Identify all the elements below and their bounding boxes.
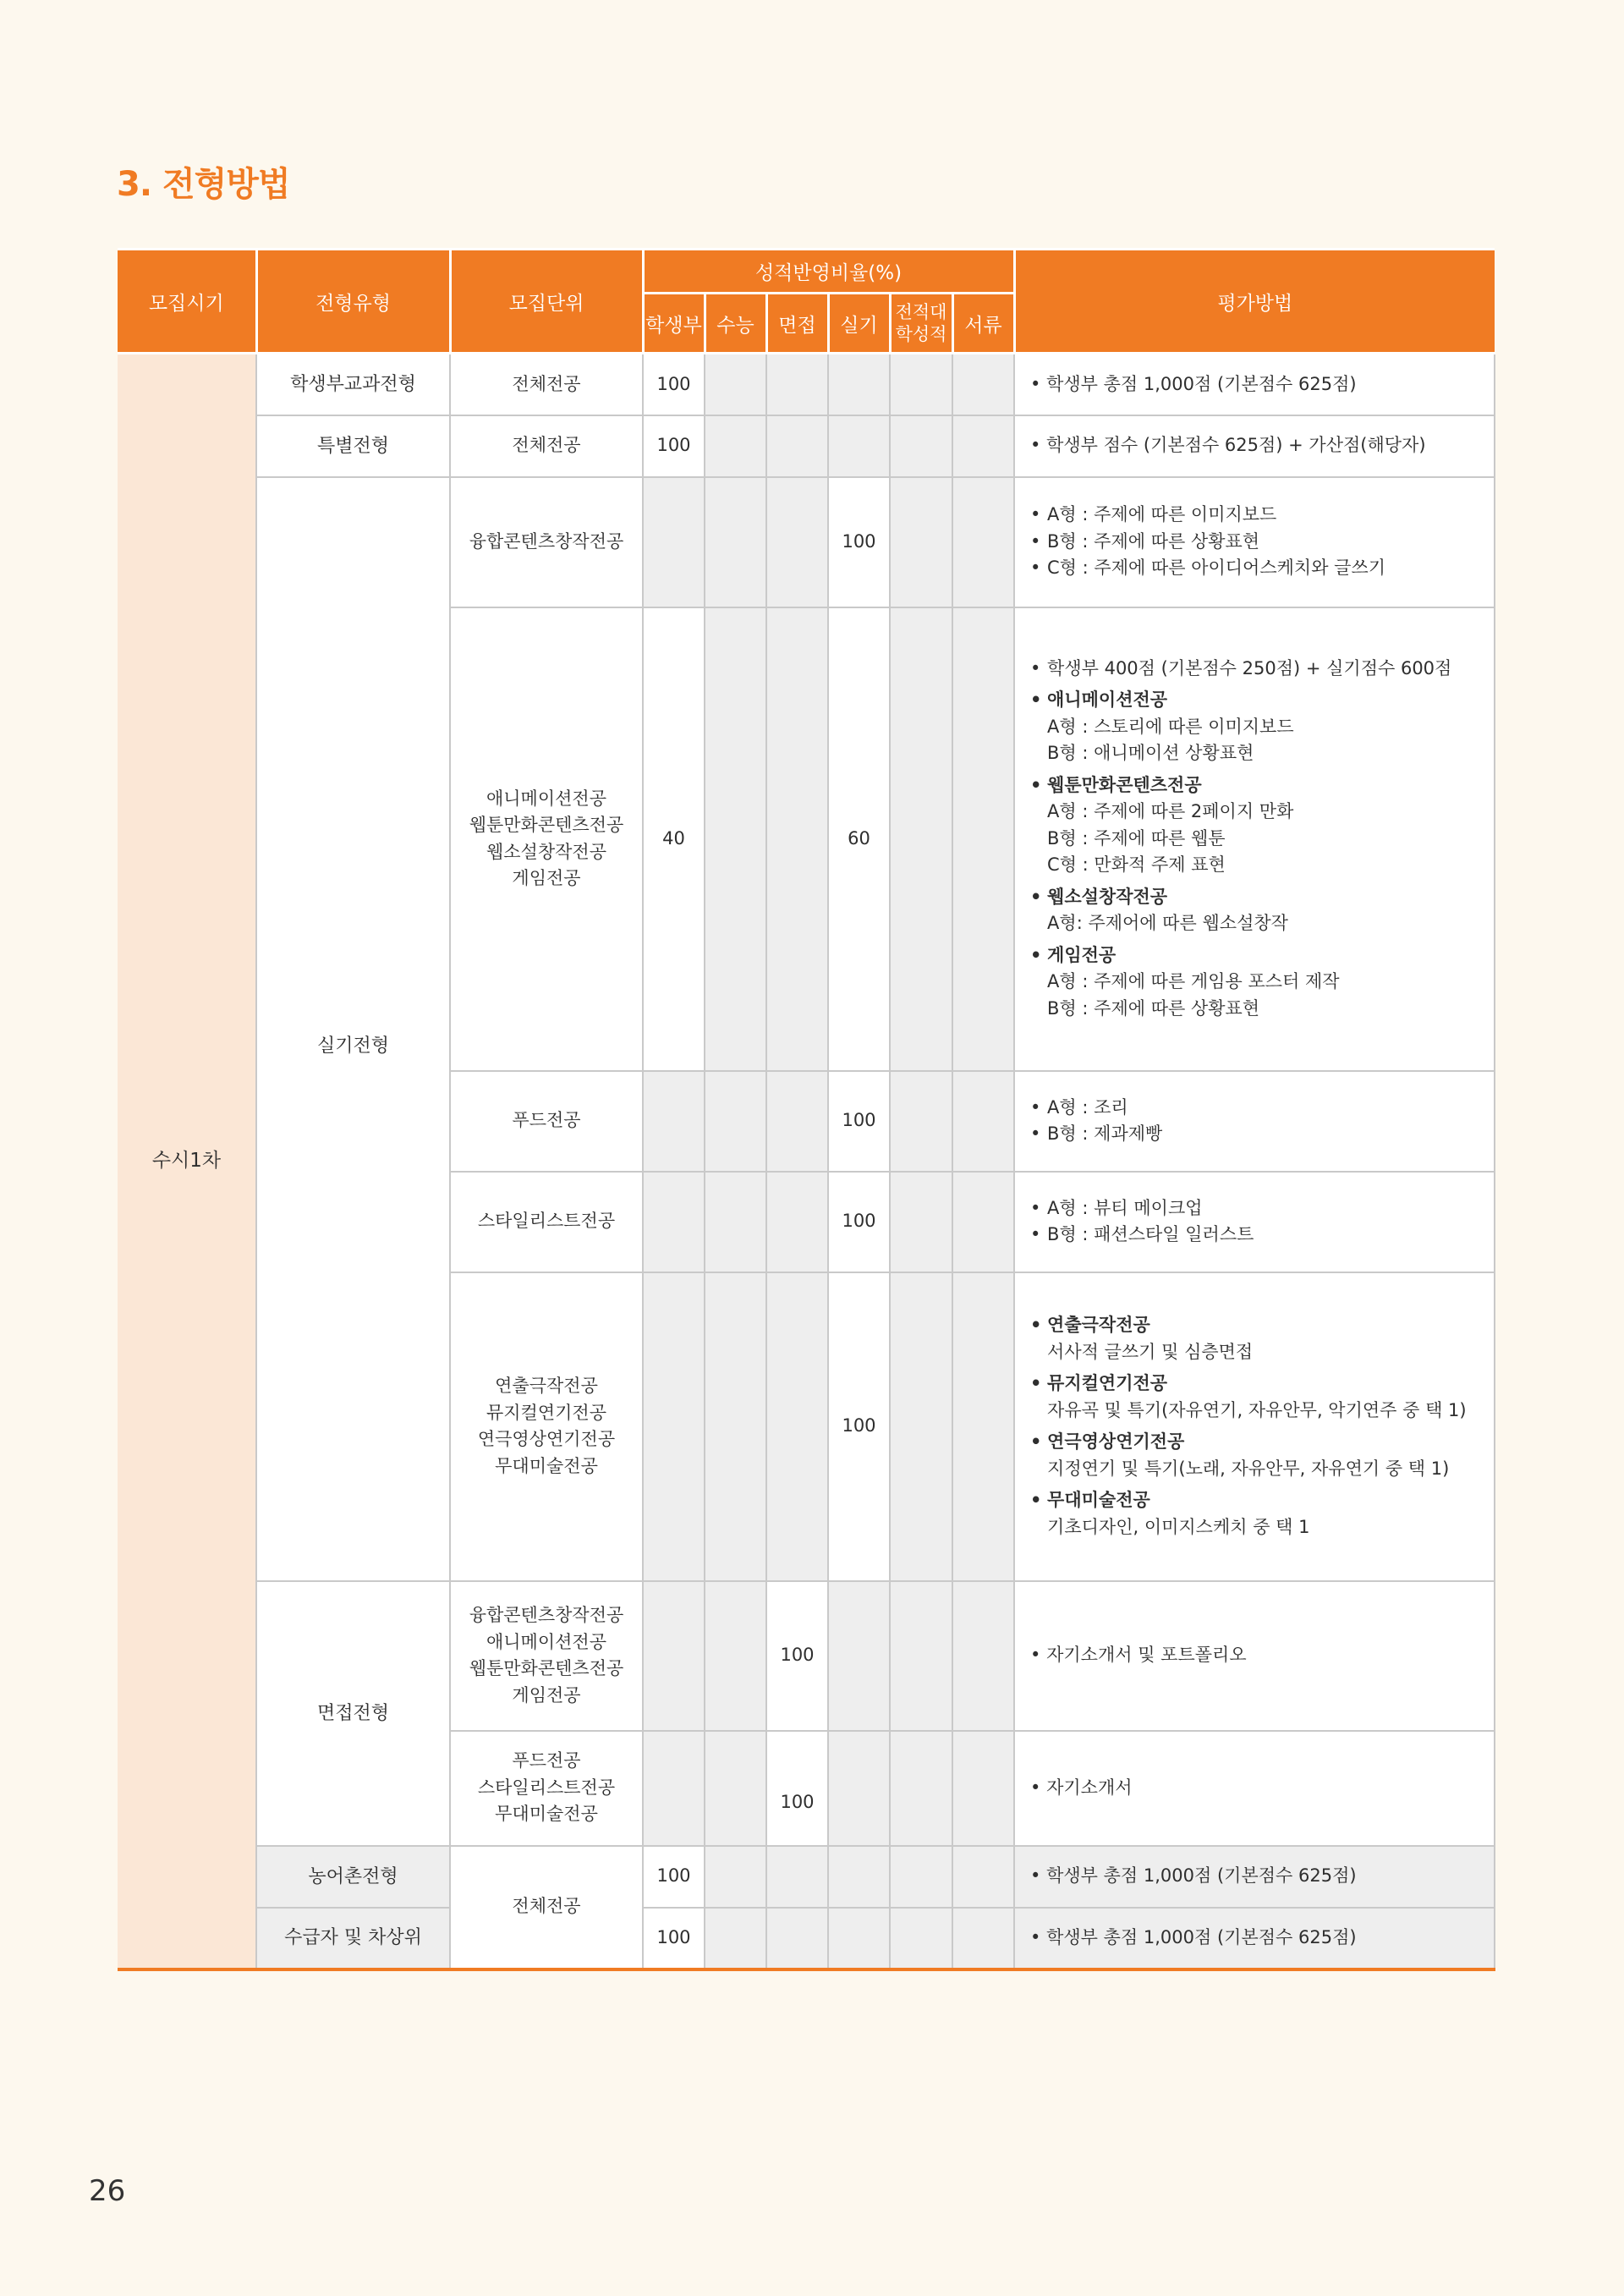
ratio-interview [766, 1908, 828, 1969]
ratio-documents [952, 354, 1014, 415]
unit-line: 뮤지컬연기전공 [486, 1402, 606, 1423]
header-csat: 수능 [705, 294, 766, 354]
ratio-csat [705, 1731, 766, 1846]
ratio-practical [828, 354, 890, 415]
ratio-record [643, 477, 705, 607]
ratio-documents [952, 1908, 1014, 1969]
ratio-csat [705, 1581, 766, 1731]
unit-line: 무대미술전공 [495, 1804, 598, 1825]
method-line: • B형 : 주제에 따른 상황표현 [1030, 529, 1482, 556]
ratio-prev-school [890, 1172, 952, 1272]
ratio-record: 100 [643, 1908, 705, 1969]
unit-cell: 푸드전공 [450, 1071, 643, 1172]
method-line: • C형 : 주제에 따른 아이디어스케치와 글쓰기 [1030, 555, 1482, 582]
unit-line: 무대미술전공 [495, 1455, 598, 1476]
ratio-csat [705, 354, 766, 415]
method-line: A형 : 주제에 따른 2페이지 만화 [1047, 801, 1294, 822]
unit-cell [450, 1581, 643, 1731]
unit-line: 스타일리스트전공 [477, 1777, 616, 1798]
method-line: A형 : 스토리에 따른 이미지보드 [1047, 716, 1294, 737]
method-group-title: • 애니메이션전공 [1030, 687, 1482, 714]
method-cell [1014, 1071, 1495, 1172]
method-line: C형 : 만화적 주제 표현 [1047, 854, 1226, 876]
method-cell: • 학생부 점수 (기본점수 625점) + 가산점(해당자) [1014, 415, 1495, 477]
unit-line: 연출극작전공 [495, 1376, 598, 1396]
page-number: 26 [89, 2174, 126, 2208]
method-group-title: • 연출극작전공 [1030, 1312, 1482, 1339]
ratio-practical: 100 [828, 1071, 890, 1172]
ratio-practical [828, 415, 890, 477]
ratio-prev-school [890, 1731, 952, 1846]
method-cell [1014, 607, 1495, 1071]
type-cell: 농어촌전형 [256, 1846, 450, 1908]
ratio-practical [828, 1581, 890, 1731]
method-line: • B형 : 패션스타일 일러스트 [1030, 1222, 1482, 1249]
ratio-practical: 60 [828, 607, 890, 1071]
ratio-csat [705, 1846, 766, 1908]
ratio-csat [705, 1908, 766, 1969]
ratio-record [643, 1071, 705, 1172]
header-ratio: 성적반영비율(%) [643, 250, 1014, 294]
method-line: B형 : 애니메이션 상황표현 [1047, 743, 1254, 764]
method-line: • B형 : 제과제빵 [1030, 1121, 1482, 1148]
unit-cell: 전체전공 [450, 415, 643, 477]
ratio-practical: 100 [828, 477, 890, 607]
ratio-documents [952, 607, 1014, 1071]
method-line: B형 : 주제에 따른 상황표현 [1047, 997, 1260, 1019]
method-line: 지정연기 및 특기(노래, 자유안무, 자유연기 중 택 1) [1047, 1458, 1450, 1479]
unit-line: 연극영상연기전공 [477, 1429, 616, 1449]
ratio-interview: 100 [766, 1731, 828, 1846]
header-method: 평가방법 [1014, 250, 1495, 354]
ratio-interview [766, 354, 828, 415]
ratio-interview [766, 1846, 828, 1908]
ratio-prev-school [890, 354, 952, 415]
ratio-prev-school [890, 1581, 952, 1731]
unit-cell: 스타일리스트전공 [450, 1172, 643, 1272]
method-group-title: • 웹툰만화콘텐츠전공 [1030, 772, 1482, 799]
ratio-interview [766, 1172, 828, 1272]
header-record: 학생부 [643, 294, 705, 354]
ratio-prev-school [890, 1071, 952, 1172]
ratio-csat [705, 415, 766, 477]
ratio-prev-school [890, 415, 952, 477]
header-period: 모집시기 [118, 250, 256, 354]
type-cell: 면접전형 [256, 1581, 450, 1846]
method-group-title: • 연극영상연기전공 [1030, 1429, 1482, 1456]
ratio-prev-school [890, 1272, 952, 1581]
method-line: A형: 주제어에 따른 웹소설창작 [1047, 913, 1288, 934]
method-cell [1014, 477, 1495, 607]
admission-method-table [118, 248, 1495, 1971]
header-type: 전형유형 [256, 250, 450, 354]
method-cell: • 학생부 총점 1,000점 (기본점수 625점) [1014, 354, 1495, 415]
unit-cell [450, 607, 643, 1071]
ratio-documents [952, 1846, 1014, 1908]
unit-line: 융합콘텐츠창작전공 [469, 1605, 624, 1625]
method-cell: • 학생부 총점 1,000점 (기본점수 625점) [1014, 1908, 1495, 1969]
header-prev-school: 전적대 학성적 [890, 294, 952, 354]
ratio-record [643, 1172, 705, 1272]
method-group-title: • 뮤지컬연기전공 [1030, 1370, 1482, 1398]
ratio-prev-school [890, 1846, 952, 1908]
ratio-practical [828, 1846, 890, 1908]
ratio-documents [952, 1172, 1014, 1272]
method-group-title: • 무대미술전공 [1030, 1487, 1482, 1514]
ratio-record: 40 [643, 607, 705, 1071]
type-cell: 수급자 및 차상위 [256, 1908, 450, 1969]
ratio-prev-school [890, 477, 952, 607]
method-line: • 학생부 400점 (기본점수 250점) + 실기점수 600점 [1030, 656, 1482, 683]
ratio-prev-school [890, 607, 952, 1071]
ratio-interview [766, 607, 828, 1071]
section-title: 3. 전형방법 [117, 165, 290, 204]
method-group-title: • 웹소설창작전공 [1030, 884, 1482, 911]
method-cell: • 자기소개서 [1014, 1731, 1495, 1846]
ratio-documents [952, 1731, 1014, 1846]
ratio-record [643, 1272, 705, 1581]
ratio-csat [705, 607, 766, 1071]
method-line: 자유곡 및 특기(자유연기, 자유안무, 악기연주 중 택 1) [1047, 1399, 1467, 1420]
ratio-record [643, 1731, 705, 1846]
method-line: 서사적 글쓰기 및 심층면접 [1047, 1341, 1254, 1362]
method-cell: • 학생부 총점 1,000점 (기본점수 625점) [1014, 1846, 1495, 1908]
unit-line: 애니메이션전공 [486, 1631, 606, 1652]
method-line: 기초디자인, 이미지스케치 중 택 1 [1047, 1516, 1310, 1537]
ratio-prev-school [890, 1908, 952, 1969]
header-unit: 모집단위 [450, 250, 643, 354]
ratio-interview [766, 477, 828, 607]
ratio-interview: 100 [766, 1581, 828, 1731]
type-cell: 학생부교과전형 [256, 354, 450, 415]
header-practical: 실기 [828, 294, 890, 354]
method-cell: • 자기소개서 및 포트폴리오 [1014, 1581, 1495, 1731]
unit-cell [450, 1272, 643, 1581]
ratio-documents [952, 477, 1014, 607]
ratio-documents [952, 415, 1014, 477]
period-cell: 수시1차 [118, 354, 256, 1969]
ratio-interview [766, 1272, 828, 1581]
ratio-record: 100 [643, 354, 705, 415]
ratio-practical [828, 1908, 890, 1969]
unit-line: 웹툰만화콘텐츠전공 [469, 815, 624, 835]
unit-line: 웹툰만화콘텐츠전공 [469, 1658, 624, 1678]
unit-line: 게임전공 [512, 868, 581, 888]
unit-cell [450, 1731, 643, 1846]
ratio-documents [952, 1071, 1014, 1172]
ratio-practical: 100 [828, 1272, 890, 1581]
unit-line: 게임전공 [512, 1684, 581, 1706]
ratio-csat [705, 1172, 766, 1272]
ratio-csat [705, 1272, 766, 1581]
ratio-record: 100 [643, 415, 705, 477]
ratio-documents [952, 1272, 1014, 1581]
method-cell [1014, 1272, 1495, 1581]
ratio-practical: 100 [828, 1172, 890, 1272]
unit-cell: 전체전공 [450, 1846, 643, 1969]
unit-line: 푸드전공 [512, 1750, 581, 1771]
unit-cell: 전체전공 [450, 354, 643, 415]
header-documents: 서류 [952, 294, 1014, 354]
method-line: B형 : 주제에 따른 웹툰 [1047, 827, 1226, 849]
ratio-interview [766, 1071, 828, 1172]
method-group-title: • 게임전공 [1030, 942, 1482, 969]
method-cell [1014, 1172, 1495, 1272]
type-cell: 실기전형 [256, 477, 450, 1581]
unit-line: 웹소설창작전공 [486, 841, 606, 862]
ratio-csat [705, 1071, 766, 1172]
unit-line: 애니메이션전공 [486, 788, 606, 809]
unit-cell: 융합콘텐츠창작전공 [450, 477, 643, 607]
ratio-csat [705, 477, 766, 607]
ratio-record [643, 1581, 705, 1731]
method-line: • A형 : 주제에 따른 이미지보드 [1030, 502, 1482, 529]
header-interview: 면접 [766, 294, 828, 354]
method-line: • A형 : 조리 [1030, 1095, 1482, 1122]
ratio-documents [952, 1581, 1014, 1731]
type-cell: 특별전형 [256, 415, 450, 477]
method-line: • A형 : 뷰티 메이크업 [1030, 1195, 1482, 1222]
method-line: A형 : 주제에 따른 게임용 포스터 제작 [1047, 971, 1340, 992]
ratio-interview [766, 415, 828, 477]
ratio-record: 100 [643, 1846, 705, 1908]
ratio-practical [828, 1731, 890, 1846]
